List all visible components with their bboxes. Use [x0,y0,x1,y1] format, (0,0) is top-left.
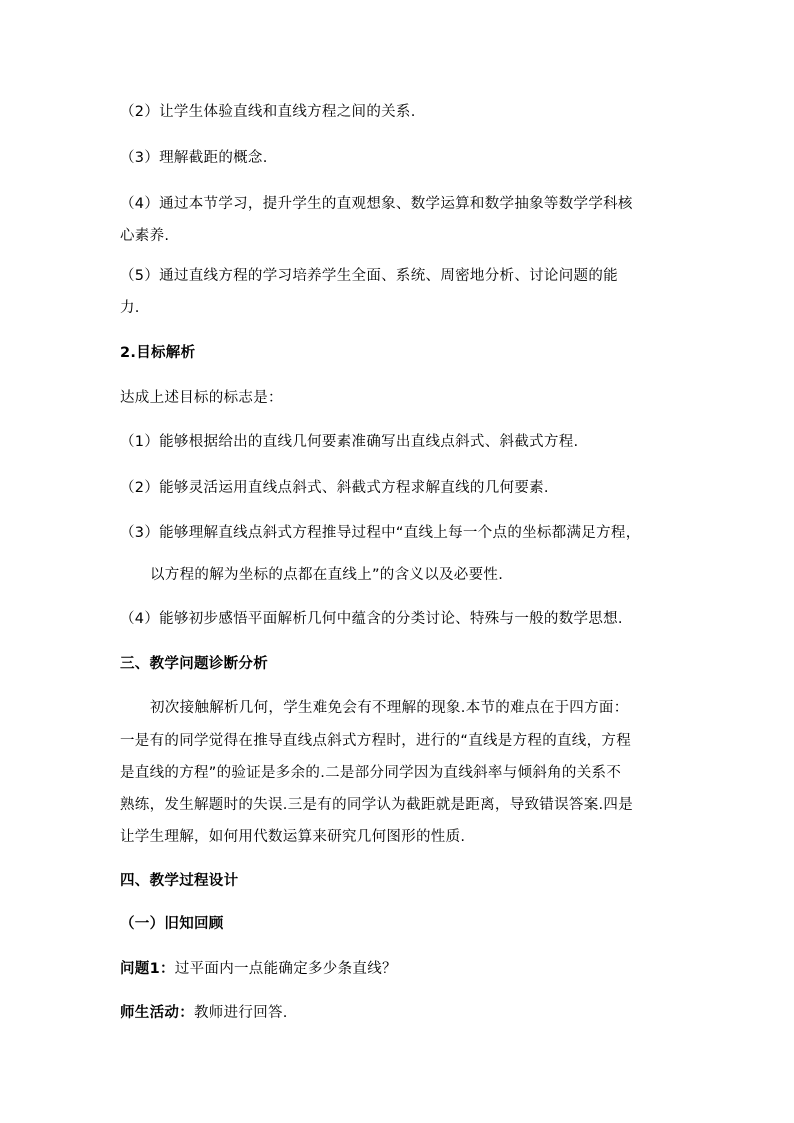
objective-item-5-line1: （5）通过直线方程的学习培养学生全面、系统、周密地分析、讨论问题的能 [120,268,618,284]
criteria-item-4: （4）能够初步感悟平面解析几何中蕴含的分类讨论、特殊与一般的数学思想. [120,611,623,627]
teacher-activity-text: 教师进行回答. [194,1005,288,1021]
criteria-item-1: （1）能够根据给出的直线几何要素准确写出直线点斜式、斜截式方程. [120,434,579,450]
objective-item-2: （2）让学生体验直线和直线方程之间的关系. [120,104,416,120]
criteria-item-3-line2: 以方程的解为坐标的点都在直线上”的含义以及必要性. [150,567,504,583]
diagnosis-para-line3: 是直线的方程”的验证是多余的.二是部分同学因为直线斜率与倾斜角的关系不 [120,765,622,781]
diagnosis-para-line1: 初次接触解析几何，学生难免会有不理解的现象.本节的难点在于四方面： [150,700,629,716]
diagnosis-para-line5: 让学生理解，如何用代数运算来研究几何图形的性质. [120,829,466,845]
criteria-item-2: （2）能够灵活运用直线点斜式、斜截式方程求解直线的几何要素. [120,480,549,496]
objective-item-3: （3）理解截距的概念. [120,150,268,166]
question-1-text: 过平面内一点能确定多少条直线？ [174,961,397,977]
objective-item-5-line2: 力. [120,300,140,316]
section-heading-objective-analysis: 2.目标解析 [120,345,196,361]
teacher-activity-label: 师生活动： [120,1005,194,1021]
paragraph-intro: 达成上述目标的标志是： [120,390,283,406]
subsection-heading-review: （一）旧知回顾 [120,916,224,932]
section-heading-diagnosis: 三、教学问题诊断分析 [120,656,268,672]
diagnosis-para-line2: 一是有的同学觉得在推导直线点斜式方程时，进行的“直线是方程的直线，方程 [120,733,632,749]
criteria-item-3-line1: （3）能够理解直线点斜式方程推导过程中“直线上每一个点的坐标都满足方程， [120,525,641,541]
question-1-label: 问题1： [120,961,175,977]
teacher-activity [120,1003,288,1023]
objective-item-4-line1: （4）通过本节学习，提升学生的直观想象、数学运算和数学抽象等数学学科核 [120,196,633,212]
question-1 [120,959,397,979]
section-heading-process: 四、教学过程设计 [120,873,239,889]
objective-item-4-line2: 心素养. [120,228,170,244]
diagnosis-para-line4: 熟练，发生解题时的失误.三是有的同学认为截距就是距离，导致错误答案.四是 [120,797,634,813]
